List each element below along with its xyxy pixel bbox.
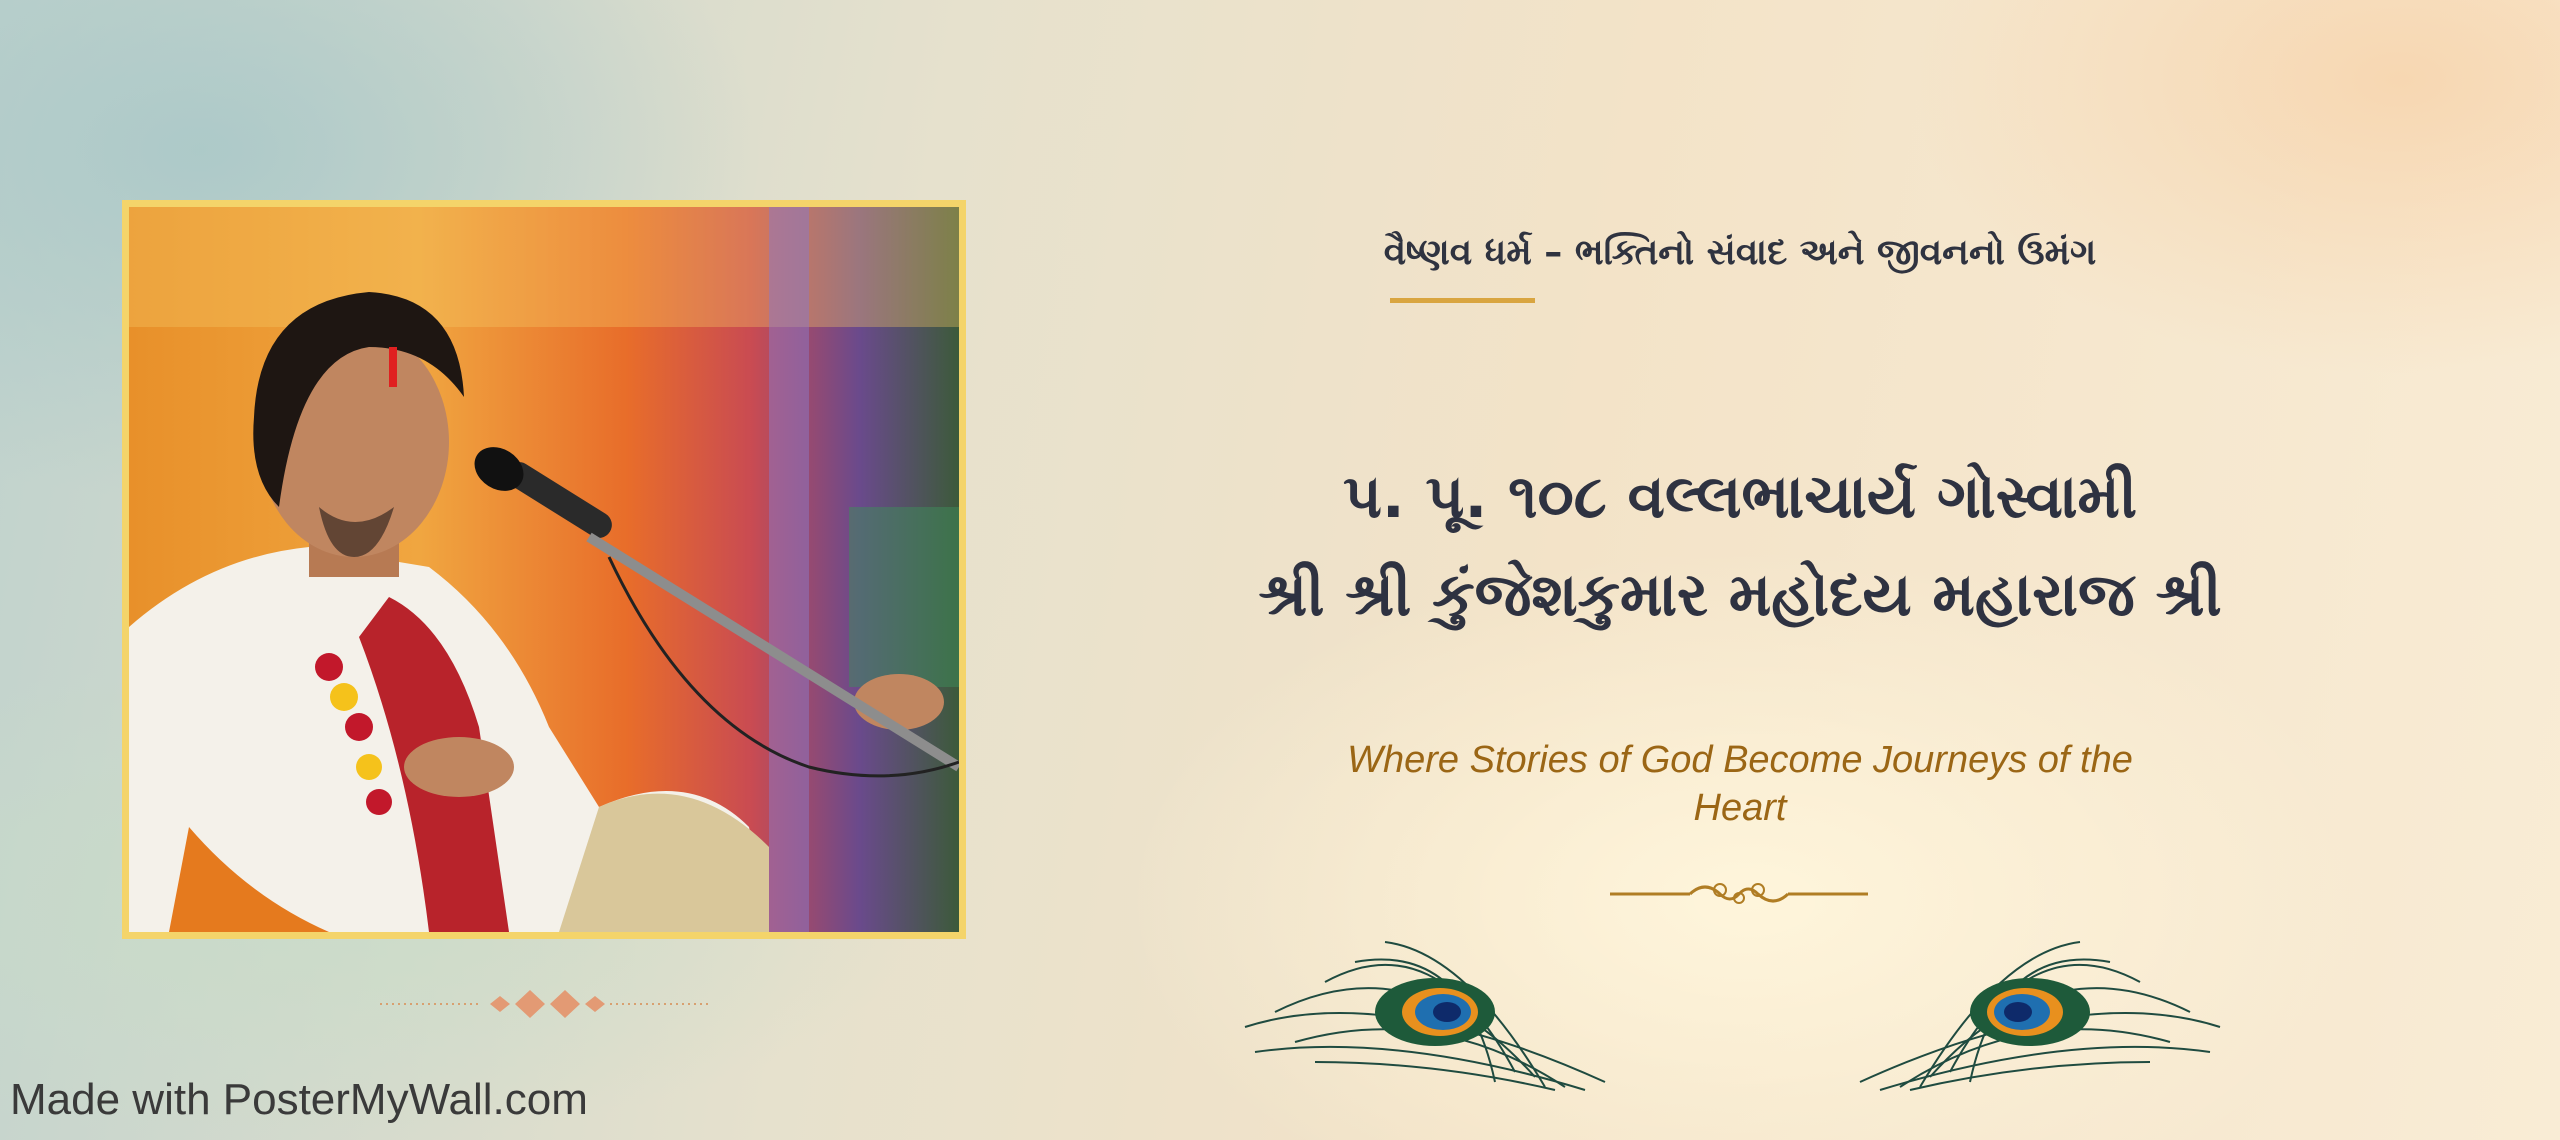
watermark-link[interactable]: Made with PosterMyWall.com bbox=[10, 1075, 588, 1124]
subtitle-underline bbox=[1390, 298, 1535, 303]
flourish-icon bbox=[1610, 874, 1868, 914]
peacock-feather-icon bbox=[1850, 862, 2230, 1092]
tagline: Where Stories of God Become Journeys of the Heart bbox=[1347, 739, 2133, 829]
header-subtitle: વૈષ્ણવ ધર્મ – ભક્તિનો સંવાદ અને જીવનનો ઉમંગ bbox=[1383, 232, 2097, 273]
title-line-2: શ્રી શ્રી કુંજેશકુમાર મહોદય મહારાજ શ્રી bbox=[1258, 560, 2222, 630]
peacock-feather-icon bbox=[1235, 862, 1615, 1092]
main-title bbox=[1180, 448, 2300, 644]
title-line-1: પ. પૂ. ૧૦૮ વલ્લભાચાર્ય ગોસ્વામી bbox=[1342, 462, 2138, 532]
speaker-photo bbox=[122, 200, 966, 939]
diamond-ornament-icon bbox=[380, 986, 710, 1022]
